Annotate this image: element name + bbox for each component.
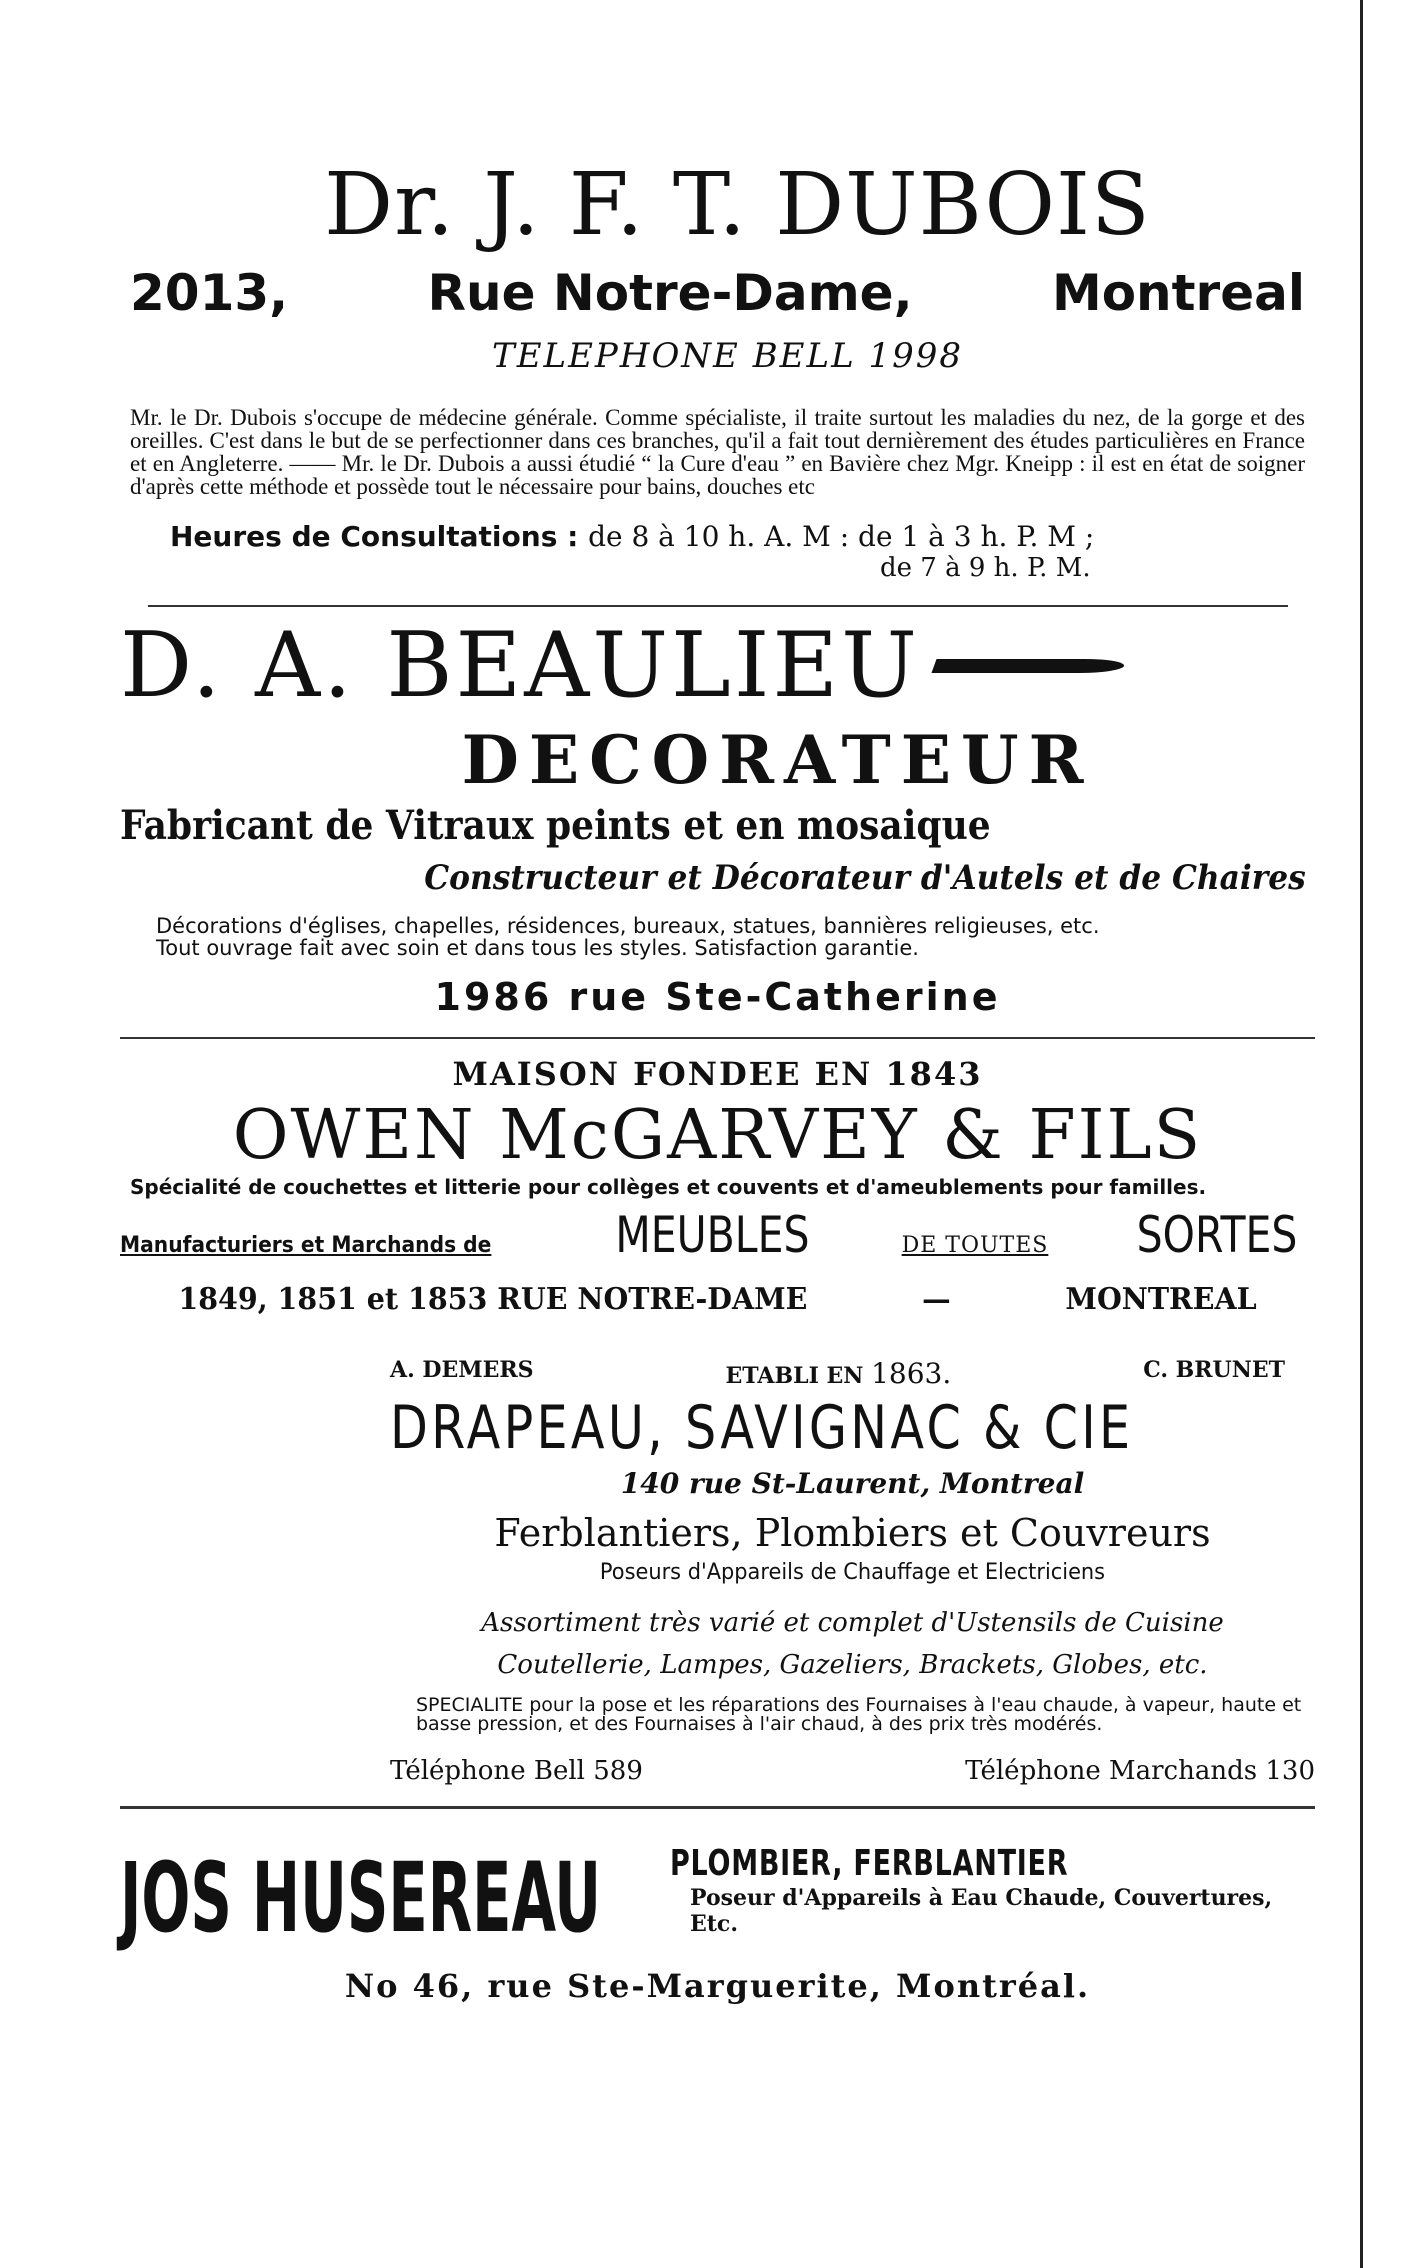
divider <box>120 1037 1315 1039</box>
drapeau-assortiment-line1: Assortiment très varié et complet d'Ustensils de Cuisine <box>481 1608 1224 1638</box>
drapeau-address: 140 rue St-Laurent, Montreal <box>620 1467 1085 1500</box>
drapeau-specialite: SPECIALITE pour la pose et les réparations des Fournaises à l'eau chaude, à vapeur, haute et basse pression, et des Fournaises à l'air chaud, à des prix très modérés. <box>416 1694 1302 1735</box>
husereau-title: PLOMBIER, FERBLANTIER <box>670 1843 1069 1884</box>
husereau-name: JOS HUSEREAU <box>120 1842 602 1954</box>
mcgarvey-sortes: SORTES <box>1136 1206 1298 1264</box>
dubois-hours-line2: de 7 à 9 h. P. M. <box>880 553 1091 583</box>
ad-dubois <box>120 150 1315 583</box>
swash-ornament <box>931 659 1126 673</box>
dubois-hours-line1: de 8 à 10 h. A. M : de 1 à 3 h. P. M ; <box>588 520 1095 553</box>
dubois-address-street: Rue Notre-Dame, <box>427 264 913 322</box>
mcgarvey-address-dash: — <box>922 1282 951 1317</box>
beaulieu-name <box>120 611 1315 721</box>
beaulieu-constructeur: Constructeur et Décorateur d'Autels et de Chaires <box>424 858 1306 898</box>
mcgarvey-name: OWEN McGARVEY & FILS <box>232 1096 1203 1175</box>
drapeau-year: 1863. <box>871 1357 952 1390</box>
dubois-address <box>120 260 1315 326</box>
beaulieu-fabricant: Fabricant de Vitraux peints et en mosaique <box>120 802 991 849</box>
dubois-description: Mr. le Dr. Dubois s'occupe de médecine générale. Comme spécialiste, il traite surtout les maladies du nez, de la gorge et des oreilles. C'est dans le but de se perfectionner dans ces branches, qu'il a fait tout dernièrement des études particulières en France et en Angleterre. —— Mr. le Dr. Dubois a aussi étudié “ la Cure d'eau ” en Bavière chez Mgr. Kneipp : il est en état de soigner d'après cette méthode et possède tout le nécessaire pour bains, douches etc <box>130 405 1305 499</box>
dubois-name: Dr. J. F. T. DUBOIS <box>324 155 1151 255</box>
husereau-details <box>670 1843 1315 1937</box>
drapeau-telephones <box>390 1756 1315 1786</box>
advertisement-page <box>120 150 1315 2005</box>
drapeau-name: DRAPEAU, SAVIGNAC & CIE <box>390 1393 1134 1463</box>
divider <box>120 1806 1315 1809</box>
mcgarvey-address-street: 1849, 1851 et 1853 RUE NOTRE-DAME <box>178 1282 808 1317</box>
beaulieu-description <box>120 915 1315 959</box>
beaulieu-desc-line2: Tout ouvrage fait avec soin et dans tous les styles. Satisfaction garantie. <box>156 936 919 960</box>
ad-beaulieu <box>120 611 1315 1021</box>
drapeau-established <box>726 1357 952 1390</box>
mcgarvey-speciality: Spécialité de couchettes et litterie pour collèges et couvents et d'ameublements pour familles. <box>130 1175 1207 1199</box>
divider <box>148 605 1288 607</box>
drapeau-left-name: A. DEMERS <box>390 1357 534 1383</box>
drapeau-assortiment <box>390 1602 1315 1686</box>
beaulieu-desc-line1: Décorations d'églises, chapelles, résidences, bureaux, statues, bannières religieuses, etc. <box>156 914 1100 938</box>
ad-mcgarvey <box>120 1053 1315 1317</box>
drapeau-poseurs: Poseurs d'Appareils de Chauffage et Electriciens <box>599 1560 1106 1585</box>
mcgarvey-founded: MAISON FONDEE EN 1843 <box>452 1055 983 1093</box>
dubois-telephone: TELEPHONE BELL 1998 <box>492 336 963 376</box>
beaulieu-address: 1986 rue Ste-Catherine <box>434 975 1001 1019</box>
dubois-address-number: 2013, <box>130 264 289 322</box>
drapeau-tel-bell: Téléphone Bell 589 <box>390 1756 643 1786</box>
mcgarvey-de-toutes: DE TOUTES <box>901 1233 1049 1258</box>
mcgarvey-address <box>150 1282 1285 1317</box>
beaulieu-name-text: D. A. BEAULIEU <box>120 613 920 718</box>
mcgarvey-meubles: MEUBLES <box>615 1206 810 1264</box>
drapeau-assortiment-line2: Coutellerie, Lampes, Gazeliers, Brackets, Globes, etc. <box>497 1650 1208 1680</box>
drapeau-right-name: C. BRUNET <box>1143 1357 1285 1383</box>
mcgarvey-meubles-line <box>120 1206 1315 1264</box>
beaulieu-trade: DECORATEUR <box>461 721 1094 799</box>
drapeau-header <box>390 1357 1315 1390</box>
dubois-hours <box>120 520 1315 553</box>
ad-drapeau <box>390 1357 1315 1786</box>
drapeau-etabli: ETABLI EN <box>725 1363 864 1389</box>
drapeau-trades: Ferblantiers, Plombiers et Couvreurs <box>494 1511 1211 1555</box>
ad-husereau <box>120 1843 1315 2005</box>
mcgarvey-address-city: MONTREAL <box>1065 1282 1257 1317</box>
mcgarvey-manuf-label: Manufacturiers et Marchands de <box>120 1233 492 1258</box>
page-edge-rule <box>1360 0 1363 2268</box>
drapeau-tel-marchands: Téléphone Marchands 130 <box>965 1756 1315 1786</box>
dubois-hours-label: Heures de Consultations : <box>170 520 579 553</box>
dubois-address-city: Montreal <box>1051 264 1305 322</box>
husereau-main <box>120 1843 1315 1953</box>
husereau-desc: Poseur d'Appareils à Eau Chaude, Couvertures, Etc. <box>690 1885 1273 1937</box>
husereau-address: No 46, rue Ste-Marguerite, Montréal. <box>344 1967 1091 2005</box>
